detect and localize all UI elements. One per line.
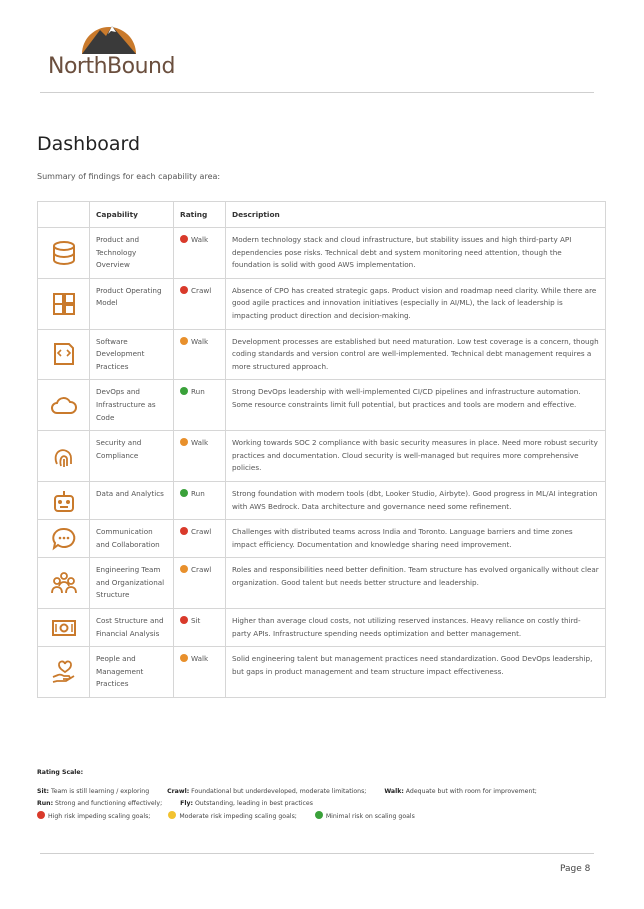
risk-dot [180, 387, 188, 395]
legend-heading: Rating Scale: [37, 769, 84, 776]
description-cell: Higher than average cloud costs, not utilizing reserved instances. Heavy reliance on costly third-party APIs. Infrastructure spending needs optimization and better management. [226, 609, 606, 647]
money-icon [50, 614, 78, 642]
capability-icon-cell [38, 278, 90, 329]
rating-cell [174, 278, 226, 329]
capability-icon-cell [38, 481, 90, 519]
capability-icon-cell [38, 228, 90, 279]
northbound-logo [48, 14, 178, 78]
header-description: Description [226, 202, 606, 228]
description-cell: Development processes are established but need maturation. Low test coverage is a concern, though coding standards and version control are well-implemented. Technical debt management requires a more structured approach. [226, 329, 606, 380]
table-row [38, 431, 606, 482]
capability-name: Cost Structure and Financial Analysis [90, 609, 174, 647]
capability-icon-cell [38, 609, 90, 647]
page-subtitle: Summary of findings for each capability area: [37, 172, 221, 181]
fingerprint-icon [50, 442, 78, 470]
risk-dot [180, 616, 188, 624]
legend-walk-label: Walk: [384, 787, 404, 795]
risk-minimal-dot [315, 811, 323, 819]
rating-cell [174, 380, 226, 431]
legend-fly-text: Outstanding, leading in best practices [194, 800, 313, 808]
legend-crawl-label: Crawl: [167, 787, 190, 795]
capability-name: Security and Compliance [90, 431, 174, 482]
rating-cell [174, 431, 226, 482]
table-row [38, 609, 606, 647]
description-cell: Challenges with distributed teams across India and Toronto. Language barriers and time zones impact efficiency. Documentation and knowledge sharing need improvement. [226, 520, 606, 558]
capability-name: People and Management Practices [90, 647, 174, 698]
heart-hand-icon [50, 658, 78, 686]
risk-dot [180, 527, 188, 535]
table-row [38, 520, 606, 558]
rating-cell [174, 609, 226, 647]
rating-label: Crawl [191, 565, 212, 575]
table-row [38, 278, 606, 329]
capability-icon-cell [38, 380, 90, 431]
legend-risk-high: High risk impeding scaling goals; [48, 812, 151, 820]
capability-icon-cell [38, 329, 90, 380]
table-header-row [38, 202, 606, 228]
legend-run-label: Run: [37, 800, 54, 808]
table-row [38, 329, 606, 380]
description-cell: Strong DevOps leadership with well-implemented CI/CD pipelines and infrastructure automation. Some resource constraints limit full potential, but practices and tools are modern and effective. [226, 380, 606, 431]
table-row [38, 481, 606, 519]
rating-label: Walk [191, 336, 209, 346]
description-cell: Roles and responsibilities need better definition. Team structure has evolved organically without clear organization. Good talent but needs better structure and leadership. [226, 558, 606, 609]
rating-cell [174, 481, 226, 519]
table-row [38, 558, 606, 609]
risk-dot [180, 489, 188, 497]
rating-label: Walk [191, 235, 209, 244]
legend-risk-moderate: Moderate risk impeding scaling goals; [179, 812, 297, 820]
capability-name: Product and Technology Overview [90, 228, 174, 279]
rating-cell [174, 558, 226, 609]
mountain-logo-icon [78, 16, 140, 56]
capability-name: Engineering Team and Organizational Structure [90, 558, 174, 609]
layout-blocks-icon [50, 290, 78, 318]
code-file-icon [50, 340, 78, 368]
rating-cell [174, 329, 226, 380]
capability-icon-cell [38, 431, 90, 482]
rating-label: Crawl [191, 527, 212, 537]
page-title: Dashboard [37, 133, 141, 155]
risk-dot [180, 235, 188, 243]
capability-name: Software Development Practices [90, 329, 174, 380]
footer-divider [40, 853, 594, 854]
team-icon [50, 569, 78, 597]
rating-label: Sit [191, 616, 201, 626]
table-row [38, 380, 606, 431]
rating-cell [174, 228, 226, 279]
legend-sit-label: Sit: [37, 787, 50, 795]
legend-fly-label: Fly: [180, 800, 193, 808]
brand-name: NorthBound [48, 54, 175, 79]
legend-risk-minimal: Minimal risk on scaling goals [325, 812, 415, 820]
risk-dot [180, 337, 188, 345]
capability-icon-cell [38, 520, 90, 558]
rating-cell [174, 520, 226, 558]
risk-dot [180, 438, 188, 446]
rating-label: Run [191, 488, 205, 498]
rating-label: Run [191, 387, 205, 397]
description-cell: Strong foundation with modern tools (dbt, Looker Studio, Airbyte). Good progress in ML/AI integration with AWS Bedrock. Data architecture and governance need some refinement. [226, 481, 606, 519]
risk-dot [180, 565, 188, 573]
capability-icon-cell [38, 558, 90, 609]
legend-sit-text: Team is still learning / exploring [50, 787, 150, 795]
description-cell: Absence of CPO has created strategic gaps. Product vision and roadmap need clarity. While there are good agile practices and innovation initiatives (especially in AI/ML), the lack of leadership is impacting product direction and decision-making. [226, 278, 606, 329]
findings-table [37, 201, 606, 698]
capability-name: Data and Analytics [90, 481, 174, 519]
risk-high-dot [37, 811, 45, 819]
capability-name: Product Operating Model [90, 278, 174, 329]
legend-crawl-text: Foundational but underdeveloped, moderate limitations; [191, 787, 367, 795]
capability-name: DevOps and Infrastructure as Code [90, 380, 174, 431]
capability-name: Communication and Collaboration [90, 520, 174, 558]
legend-walk-text: Adequate but with room for improvement; [405, 787, 537, 795]
risk-dot [180, 654, 188, 662]
rating-label: Walk [191, 654, 209, 664]
page-number: Page 8 [560, 864, 591, 874]
cloud-icon [50, 391, 78, 419]
header-icon-col [38, 202, 90, 228]
header-rating: Rating [174, 202, 226, 228]
header-capability: Capability [90, 202, 174, 228]
table-row [38, 647, 606, 698]
risk-dot [180, 286, 188, 294]
description-cell: Working towards SOC 2 compliance with basic security measures in place. Need more robust security practices and documentation. Cloud security is well-managed but requires more comprehensive policies. [226, 431, 606, 482]
table-row [38, 228, 606, 279]
header-divider [40, 92, 594, 93]
description-cell: Solid engineering talent but management practices need standardization. Good DevOps leadership, but gaps in product management and team structure impact effectiveness. [226, 647, 606, 698]
capability-icon-cell [38, 647, 90, 698]
database-icon [50, 239, 78, 267]
robot-icon [50, 487, 78, 515]
rating-label: Walk [191, 438, 209, 448]
rating-legend [37, 767, 597, 823]
description-cell: Modern technology stack and cloud infrastructure, but stability issues and high third-party API dependencies pose risks. Technical debt and system monitoring need attention, though the foundation is solid with good AWS implementation. [226, 228, 606, 279]
legend-run-text: Strong and functioning effectively; [55, 800, 163, 808]
rating-label: Crawl [191, 285, 212, 295]
rating-cell [174, 647, 226, 698]
risk-moderate-dot [168, 811, 176, 819]
chat-bubble-icon [50, 525, 78, 553]
